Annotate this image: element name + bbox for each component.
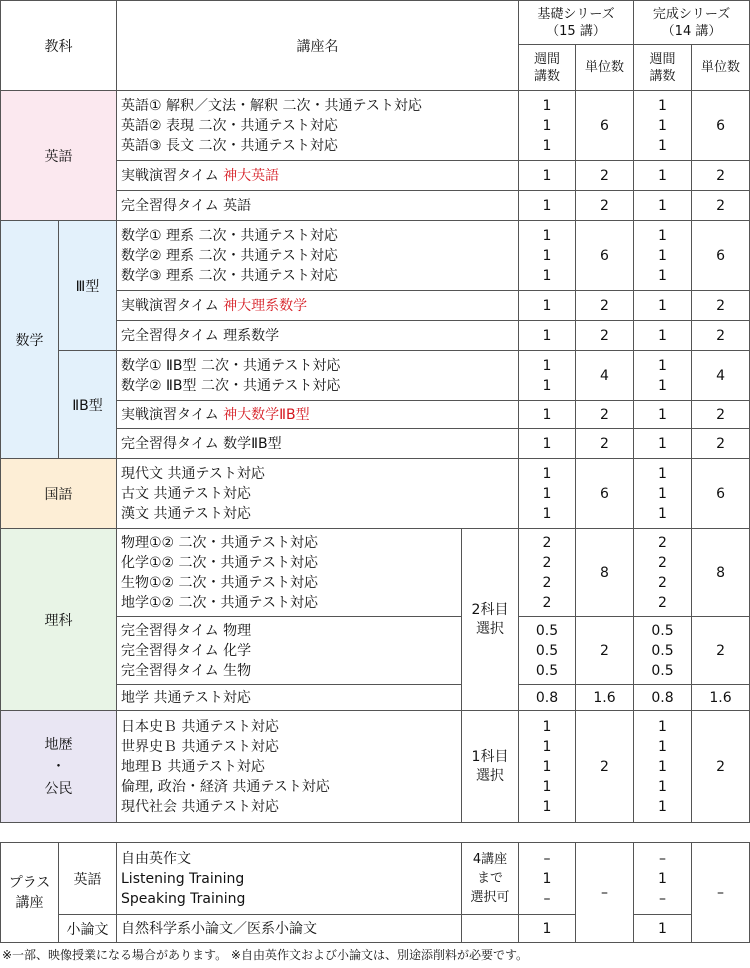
- math3-mastery: 完全習得タイム 理系数学: [117, 321, 519, 351]
- plus-essay-course: 自然科学系小論文／医系小論文: [117, 915, 462, 943]
- header-basic-series: 基礎シリーズ （15 講）: [519, 1, 634, 45]
- math-type2b-label: ⅡB型: [59, 351, 117, 459]
- subject-science: 理科: [1, 529, 117, 711]
- math-type3-label: Ⅲ型: [59, 221, 117, 351]
- header-complete-series: 完成シリーズ （14 講）: [634, 1, 750, 45]
- plus-essay-complete: 1: [634, 915, 692, 943]
- social-complete-weekly: 1 1 1 1 1: [634, 711, 692, 823]
- plus-label: プラス 講座: [1, 843, 59, 943]
- math3-practice-val: 2: [576, 291, 634, 321]
- math2b-mastery-val: 2: [576, 429, 634, 459]
- science-mastery: 完全習得タイム 物理 完全習得タイム 化学 完全習得タイム 生物: [117, 617, 462, 685]
- science-mastery-complete-units: 2: [692, 617, 750, 685]
- plus-basic-units: –: [576, 843, 634, 943]
- math2b-courses: 数学① ⅡB型 二次・共通テスト対応 数学② ⅡB型 二次・共通テスト対応: [117, 351, 519, 401]
- science-earth-val: 0.8: [634, 685, 692, 711]
- english-practice-val: 1: [634, 161, 692, 191]
- math2b-basic-weekly: 1 1: [519, 351, 576, 401]
- science-select-note: 2科目 選択: [462, 529, 519, 711]
- science-complete-units: 8: [692, 529, 750, 617]
- math2b-practice-val: 2: [576, 401, 634, 429]
- science-mastery-complete-weekly: 0.5 0.5 0.5: [634, 617, 692, 685]
- science-earth-val: 1.6: [692, 685, 750, 711]
- japanese-courses: 現代文 共通テスト対応 古文 共通テスト対応 漢文 共通テスト対応: [117, 459, 519, 529]
- subject-japanese: 国語: [1, 459, 117, 529]
- english-mastery-val: 2: [692, 191, 750, 221]
- math3-complete-weekly: 1 1 1: [634, 221, 692, 291]
- social-basic-units: 2: [576, 711, 634, 823]
- english-mastery-val: 2: [576, 191, 634, 221]
- science-earth-val: 0.8: [519, 685, 576, 711]
- plus-english-courses: 自由英作文 Listening Training Speaking Training: [117, 843, 462, 915]
- science-mastery-basic-units: 2: [576, 617, 634, 685]
- math2b-mastery-val: 1: [519, 429, 576, 459]
- footnote: ※一部、映像授業になる場合があります。 ※自由英作文および小論文は、別途添削料が必要です。: [2, 948, 529, 962]
- plus-complete-weekly: – 1 –: [634, 843, 692, 915]
- header-complete-units: 単位数: [692, 45, 750, 91]
- math2b-complete-weekly: 1 1: [634, 351, 692, 401]
- header-complete-weekly: 週間 講数: [634, 45, 692, 91]
- math3-practice-val: 2: [692, 291, 750, 321]
- english-courses: 英語① 解釈／文法・解釈 二次・共通テスト対応 英語② 表現 二次・共通テスト対応 英語③ 長文 二次・共通テスト対応: [117, 91, 519, 161]
- social-basic-weekly: 1 1 1 1 1: [519, 711, 576, 823]
- math3-courses: 数学① 理系 二次・共通テスト対応 数学② 理系 二次・共通テスト対応 数学③ 理系 二次・共通テスト対応: [117, 221, 519, 291]
- plus-select-note: 4講座 まで 選択可: [462, 843, 519, 915]
- english-practice-val: 2: [576, 161, 634, 191]
- math3-practice-val: 1: [634, 291, 692, 321]
- math2b-practice-val: 1: [519, 401, 576, 429]
- subject-english: 英語: [1, 91, 117, 221]
- science-complete-weekly: 2 2 2 2: [634, 529, 692, 617]
- science-earth-val: 1.6: [576, 685, 634, 711]
- plus-basic-weekly: – 1 –: [519, 843, 576, 915]
- math2b-practice-val: 2: [692, 401, 750, 429]
- english-practice: 実戦演習タイム 神大英語: [117, 161, 519, 191]
- math2b-basic-units: 4: [576, 351, 634, 401]
- social-courses: 日本史Ｂ 共通テスト対応 世界史Ｂ 共通テスト対応 地理Ｂ 共通テスト対応 倫理, 政治・経済 共通テスト対応 現代社会 共通テスト対応: [117, 711, 462, 823]
- math2b-mastery: 完全習得タイム 数学ⅡB型: [117, 429, 519, 459]
- header-basic-weekly: 週間 講数: [519, 45, 576, 91]
- subject-social: 地歴 ・ 公民: [1, 711, 117, 823]
- header-basic-units: 単位数: [576, 45, 634, 91]
- math3-basic-weekly: 1 1 1: [519, 221, 576, 291]
- math2b-practice: 実戦演習タイム 神大数学ⅡB型: [117, 401, 519, 429]
- plus-courses-table: [0, 842, 750, 943]
- english-practice-val: 1: [519, 161, 576, 191]
- header-course: 講座名: [117, 1, 519, 91]
- japanese-basic-weekly: 1 1 1: [519, 459, 576, 529]
- english-mastery-val: 1: [519, 191, 576, 221]
- plus-complete-units: –: [692, 843, 750, 943]
- english-complete-weekly: 1 1 1: [634, 91, 692, 161]
- science-basic-weekly: 2 2 2 2: [519, 529, 576, 617]
- math3-practice-val: 1: [519, 291, 576, 321]
- plus-essay-note: [462, 915, 519, 943]
- math2b-mastery-val: 2: [692, 429, 750, 459]
- english-basic-weekly: 1 1 1: [519, 91, 576, 161]
- japanese-complete-weekly: 1 1 1: [634, 459, 692, 529]
- math3-mastery-val: 1: [519, 321, 576, 351]
- math2b-practice-val: 1: [634, 401, 692, 429]
- plus-english-label: 英語: [59, 843, 117, 915]
- english-basic-units: 6: [576, 91, 634, 161]
- math3-mastery-val: 1: [634, 321, 692, 351]
- math3-mastery-val: 2: [576, 321, 634, 351]
- japanese-basic-units: 6: [576, 459, 634, 529]
- math2b-complete-units: 4: [692, 351, 750, 401]
- math3-basic-units: 6: [576, 221, 634, 291]
- english-practice-val: 2: [692, 161, 750, 191]
- header-subject: 教科: [1, 1, 117, 91]
- math3-practice: 実戦演習タイム 神大理系数学: [117, 291, 519, 321]
- math3-mastery-val: 2: [692, 321, 750, 351]
- english-mastery-val: 1: [634, 191, 692, 221]
- plus-essay-basic: 1: [519, 915, 576, 943]
- math3-complete-units: 6: [692, 221, 750, 291]
- japanese-complete-units: 6: [692, 459, 750, 529]
- science-courses: 物理①② 二次・共通テスト対応 化学①② 二次・共通テスト対応 生物①② 二次・共通テスト対応 地学①② 二次・共通テスト対応: [117, 529, 462, 617]
- plus-essay-label: 小論文: [59, 915, 117, 943]
- science-mastery-basic-weekly: 0.5 0.5 0.5: [519, 617, 576, 685]
- social-select-note: 1科目 選択: [462, 711, 519, 823]
- english-complete-units: 6: [692, 91, 750, 161]
- math2b-mastery-val: 1: [634, 429, 692, 459]
- social-complete-units: 2: [692, 711, 750, 823]
- english-mastery: 完全習得タイム 英語: [117, 191, 519, 221]
- science-basic-units: 8: [576, 529, 634, 617]
- science-earth: 地学 共通テスト対応: [117, 685, 462, 711]
- subject-math: 数学: [1, 221, 59, 459]
